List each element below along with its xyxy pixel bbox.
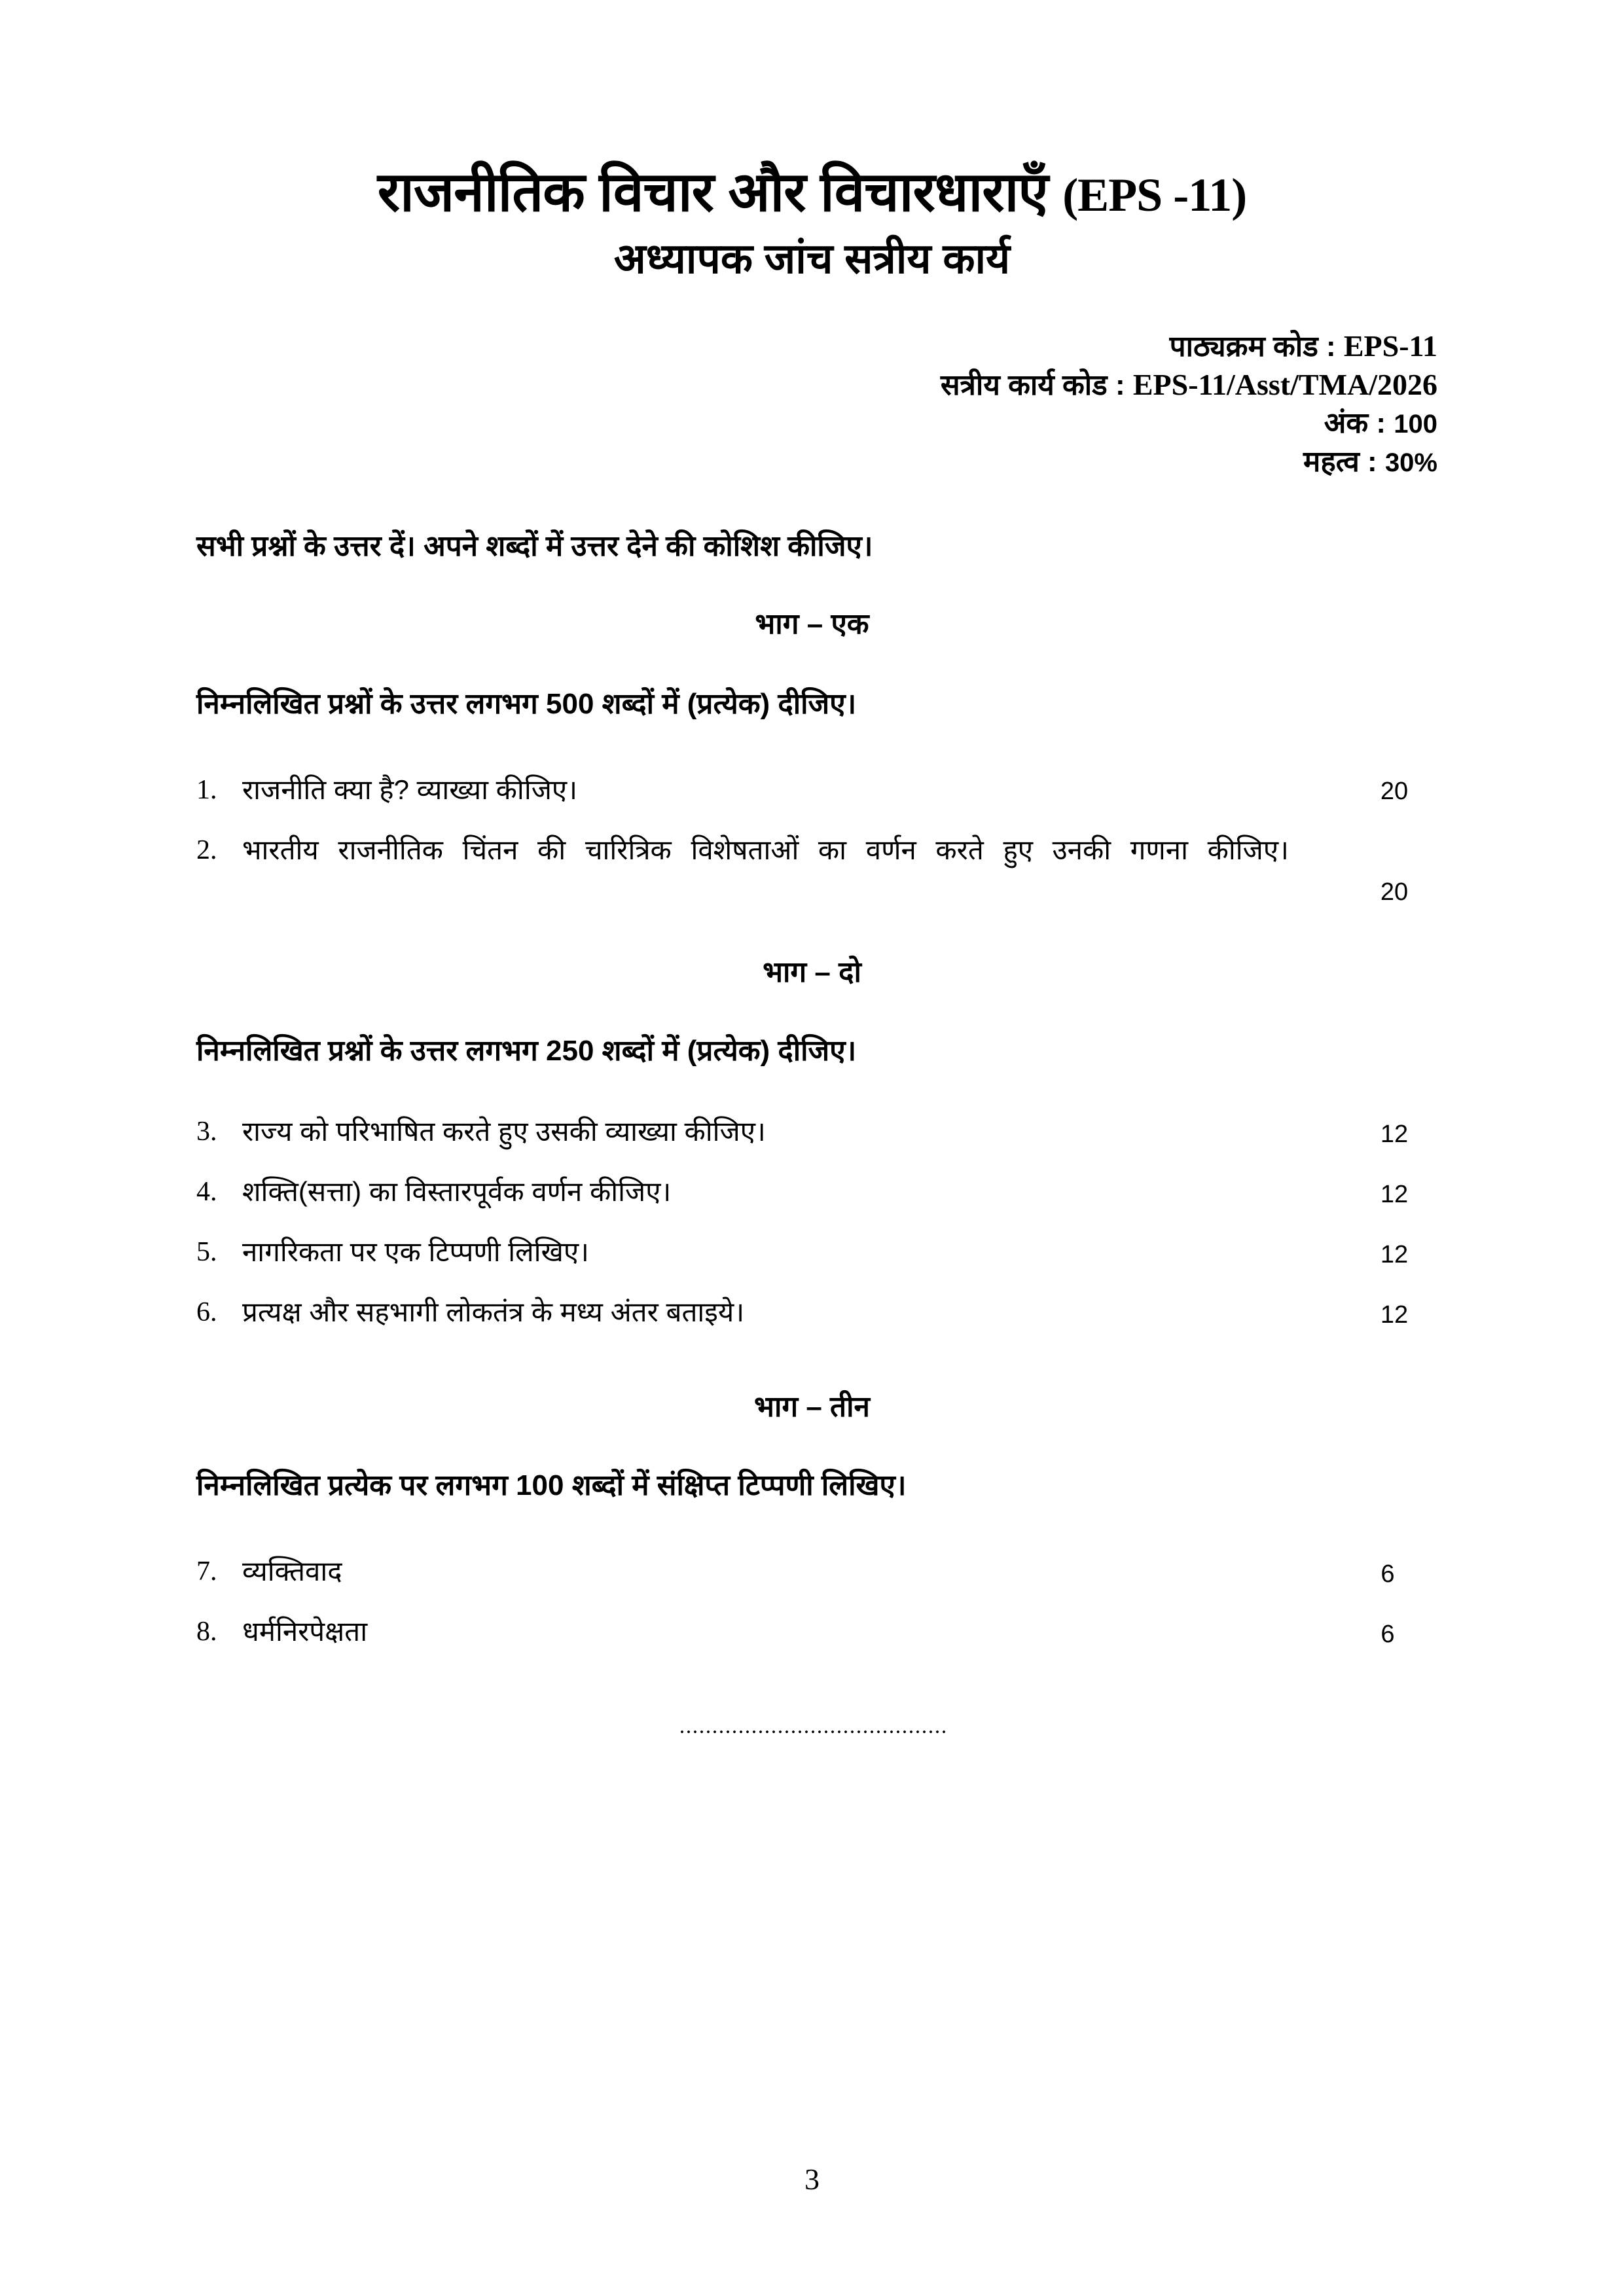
question-marks: 12 [1380,1121,1409,1148]
assignment-code-value: EPS-11/Asst/TMA/2026 [1132,368,1437,401]
question-marks: 20 [1380,778,1409,805]
weightage-row [941,443,1437,482]
question-text: धर्मनिरपेक्षता [242,1616,368,1647]
question-marks: 6 [1380,1621,1395,1648]
question-number: 6. [196,1297,217,1327]
section-heading-part-three: भाग – तीन [754,1391,870,1423]
course-code-label: पाठ्यक्रम कोड : [1169,331,1336,363]
section-instruction-part-two: निम्नलिखित प्रश्नों के उत्तर लगभग 250 शब्दों में (प्रत्येक) दीजिए। [196,1035,857,1067]
course-code-value: EPS-11 [1343,329,1437,363]
question-text: राज्य को परिभाषित करते हुए उसकी व्याख्या कीजिए। [242,1116,766,1147]
section-instruction-part-three: निम्नलिखित प्रत्येक पर लगभग 100 शब्दों में संक्षिप्त टिप्पणी लिखिए। [196,1469,907,1501]
question-marks: 12 [1380,1181,1409,1208]
question-marks: 12 [1380,1301,1409,1329]
question-text: व्यक्तिवाद [242,1556,342,1587]
end-divider [679,1731,947,1733]
question-number: 8. [196,1617,217,1647]
assignment-code-row [941,366,1437,404]
weightage-value: 30% [1384,448,1437,477]
question-number: 3. [196,1117,217,1147]
question-marks: 6 [1380,1560,1395,1588]
assignment-code-label: सत्रीय कार्य कोड : [940,369,1125,401]
document-subtitle: अध्यापक जांच सत्रीय कार्य [613,235,1011,282]
question-number: 2. [196,835,217,865]
question-number: 4. [196,1177,217,1207]
title-course-code: (EPS -11) [1062,169,1247,221]
question-number: 7. [196,1556,217,1587]
section-heading-part-two: भाग – दो [763,956,861,988]
question-marks: 20 [1380,878,1409,906]
question-text: शक्ति(सत्ता) का विस्तारपूर्वक वर्णन कीजिए। [242,1176,672,1207]
weightage-label: महत्व : [1303,446,1377,478]
marks-row [941,404,1437,443]
question-text: राजनीति क्या है? व्याख्या कीजिए। [242,774,578,805]
course-code-row [941,327,1437,366]
section-instruction-part-one: निम्नलिखित प्रश्नों के उत्तर लगभग 500 शब्दों में (प्रत्येक) दीजिए। [196,688,857,720]
question-text: प्रत्यक्ष और सहभागी लोकतंत्र के मध्य अंतर बताइये। [242,1297,745,1327]
marks-label: अंक : [1324,407,1386,439]
question-number: 1. [196,775,217,805]
section-heading-part-one: भाग – एक [755,608,869,640]
document-title [0,156,1624,231]
marks-value: 100 [1394,410,1437,439]
general-instruction: सभी प्रश्नों के उत्तर दें। अपने शब्दों में उत्तर देने की कोशिश कीजिए। [196,530,873,562]
page-number: 3 [804,2162,820,2196]
question-text: नागरिकता पर एक टिप्पणी लिखिए। [242,1236,589,1267]
title-hindi: राजनीतिक विचार और विचारधाराएँ [377,161,1048,223]
question-marks: 12 [1380,1241,1409,1268]
question-text: भारतीय राजनीतिक चिंतन की चारित्रिक विशेषताओं का वर्णन करते हुए उनकी गणना कीजिए। [242,834,1289,865]
question-number: 5. [196,1237,217,1267]
assignment-meta [941,327,1437,482]
